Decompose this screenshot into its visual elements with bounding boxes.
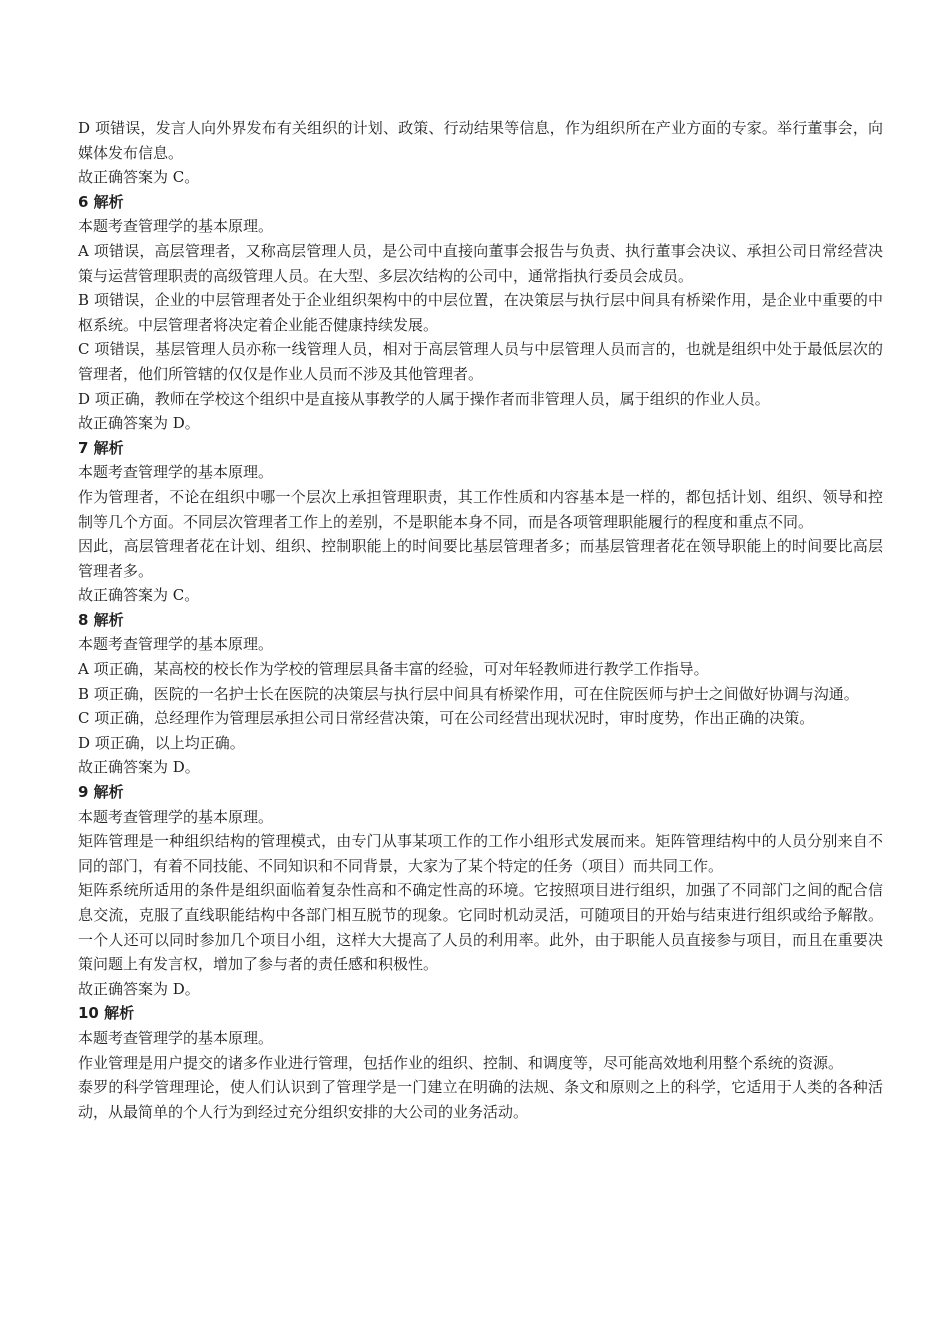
section-title-6: 6 解析 bbox=[78, 192, 124, 211]
paragraph: 本题考查管理学的基本原理。 bbox=[78, 217, 274, 236]
paragraph: 本题考查管理学的基本原理。 bbox=[78, 807, 274, 826]
paragraph: 故正确答案为 C。 bbox=[78, 168, 200, 187]
paragraph: 故正确答案为 D。 bbox=[78, 979, 200, 998]
paragraph: C 项正确，总经理作为管理层承担公司日常经营决策，可在公司经营出现状况时，审时度势，作出正确的决策。 bbox=[78, 709, 815, 728]
paragraph: 本题考查管理学的基本原理。 bbox=[78, 463, 274, 482]
paragraph: A 项正确，某高校的校长作为学校的管理层具备丰富的经验，可对年轻教师进行教学工作指导。 bbox=[78, 660, 709, 679]
paragraph: 矩阵系统所适用的条件是组织面临着复杂性高和不确定性高的环境。它按照项目进行组织，加强了不同部门之间的配合信息交流，克服了直线职能结构中各部门相互脱节的现象。它同时机动灵活，可随项目的开始与结束进行组织或给予解散。一个人还可以同时参加几个项目小组，这样大大提高了人员的利用率。此外，由于职能人员直接参与项目，而且在重要决策问题上有发言权，增加了参与者的责任感和积极性。 bbox=[78, 881, 883, 974]
paragraph: D 项正确，以上均正确。 bbox=[78, 733, 245, 752]
paragraph: 本题考查管理学的基本原理。 bbox=[78, 1028, 274, 1047]
paragraph: 因此，高层管理者花在计划、组织、控制职能上的时间要比基层管理者多；而基层管理者花在领导职能上的时间要比高层管理者多。 bbox=[78, 537, 883, 580]
paragraph: D 项正确，教师在学校这个组织中是直接从事教学的人属于操作者而非管理人员，属于组织的作业人员。 bbox=[78, 389, 770, 408]
paragraph: 本题考查管理学的基本原理。 bbox=[78, 635, 274, 654]
section-title-8: 8 解析 bbox=[78, 610, 124, 629]
paragraph: 故正确答案为 D。 bbox=[78, 414, 200, 433]
paragraph: 作业管理是用户提交的诸多作业进行管理，包括作业的组织、控制、和调度等，尽可能高效地利用整个系统的资源。 bbox=[78, 1053, 844, 1072]
paragraph: 故正确答案为 D。 bbox=[78, 758, 200, 777]
section-title-9: 9 解析 bbox=[78, 783, 124, 802]
section-title-7: 7 解析 bbox=[78, 438, 124, 457]
paragraph: D 项错误，发言人向外界发布有关组织的计划、政策、行动结果等信息，作为组织所在产业方面的专家。举行董事会，向媒体发布信息。 bbox=[78, 119, 883, 162]
paragraph: B 项错误，企业的中层管理者处于企业组织架构中的中层位置，在决策层与执行层中间具有桥梁作用，是企业中重要的中枢系统。中层管理者将决定着企业能否健康持续发展。 bbox=[78, 291, 883, 334]
document-page bbox=[78, 116, 883, 1124]
paragraph: 作为管理者，不论在组织中哪一个层次上承担管理职责，其工作性质和内容基本是一样的，都包括计划、组织、领导和控制等几个方面。不同层次管理者工作上的差别，不是职能本身不同，而是各项管理职能履行的程度和重点不同。 bbox=[78, 487, 883, 531]
section-title-10: 10 解析 bbox=[78, 1004, 135, 1023]
paragraph: C 项错误，基层管理人员亦称一线管理人员，相对于高层管理人员与中层管理人员而言的，也就是组织中处于最低层次的管理者，他们所管辖的仅仅是作业人员而不涉及其他管理者。 bbox=[78, 340, 883, 383]
paragraph: 矩阵管理是一种组织结构的管理模式，由专门从事某项工作的工作小组形式发展而来。矩阵管理结构中的人员分别来自不同的部门，有着不同技能、不同知识和不同背景，大家为了某个特定的任务（项目）而共同工作。 bbox=[78, 832, 883, 875]
paragraph: B 项正确，医院的一名护士长在医院的决策层与执行层中间具有桥梁作用，可在住院医师与护士之间做好协调与沟通。 bbox=[78, 684, 859, 703]
paragraph: 泰罗的科学管理理论，使人们认识到了管理学是一门建立在明确的法规、条文和原则之上的科学，它适用于人类的各种活动，从最简单的个人行为到经过充分组织安排的大公司的业务活动。 bbox=[78, 1078, 883, 1121]
paragraph: 故正确答案为 C。 bbox=[78, 586, 200, 605]
paragraph: A 项错误，高层管理者，又称高层管理人员，是公司中直接向董事会报告与负责、执行董事会决议、承担公司日常经营决策与运营管理职责的高级管理人员。在大型、多层次结构的公司中，通常指执行委员会成员。 bbox=[78, 241, 883, 285]
